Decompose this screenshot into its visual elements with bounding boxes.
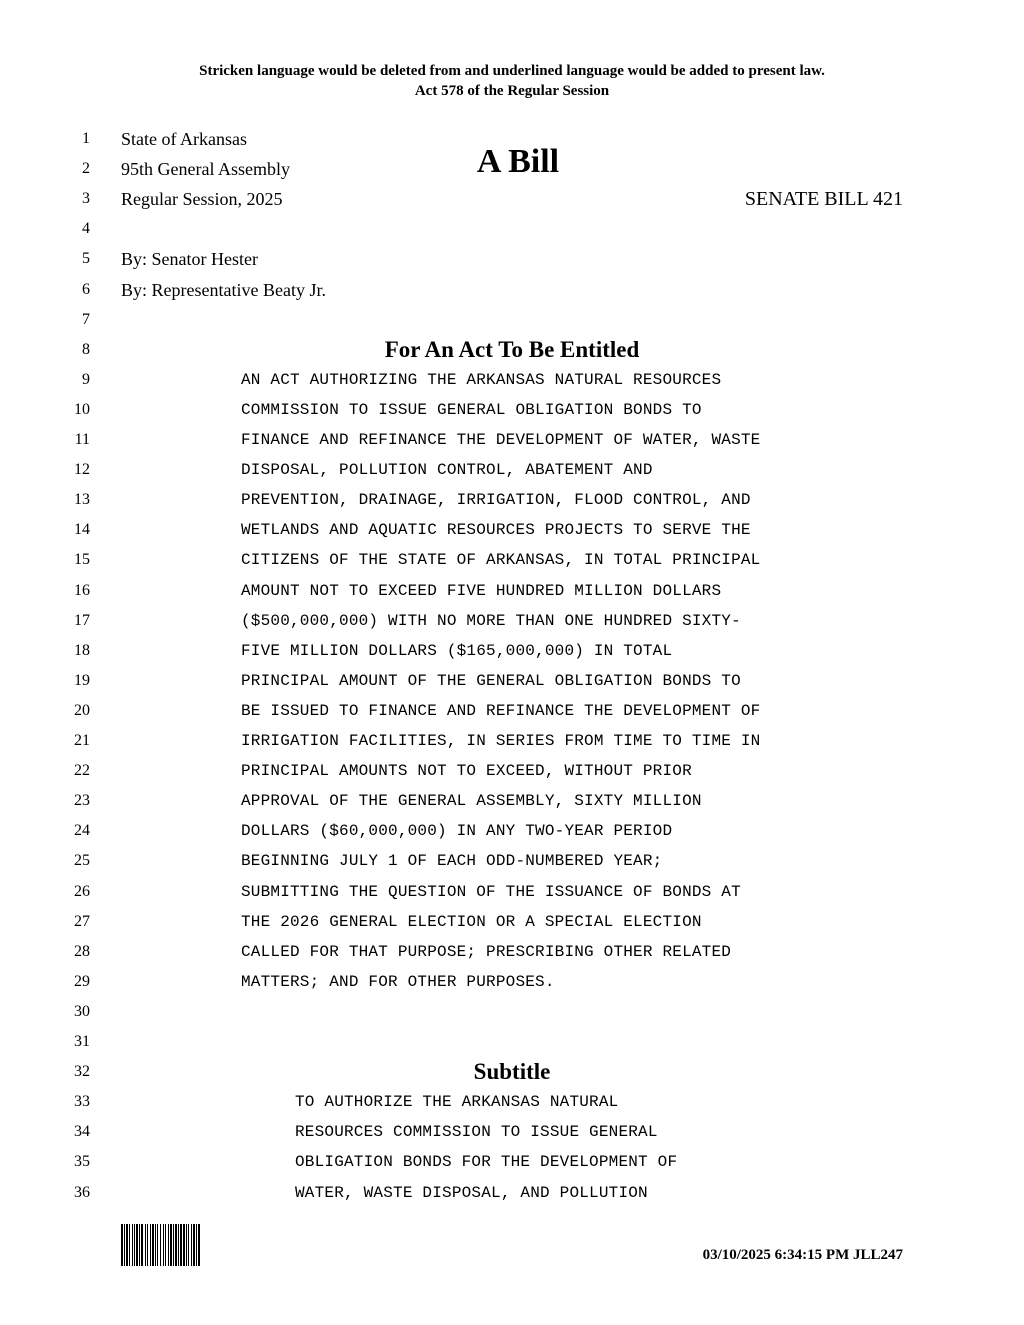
subtitle-line: TO AUTHORIZE THE ARKANSAS NATURAL	[295, 1093, 619, 1112]
document-line	[0, 425, 1024, 455]
title-line: CITIZENS OF THE STATE OF ARKANSAS, IN TOTAL PRINCIPAL	[241, 551, 761, 570]
barcode-image	[121, 1224, 249, 1266]
line-number: 17	[74, 611, 90, 629]
document-line	[0, 997, 1024, 1027]
line-number: 9	[82, 370, 90, 388]
subtitle-heading: Subtitle	[473, 1059, 551, 1085]
document-line	[0, 455, 1024, 485]
title-line: FINANCE AND REFINANCE THE DEVELOPMENT OF WATER, WASTE	[241, 431, 761, 449]
document-line	[0, 1027, 1024, 1057]
line-number: 23	[74, 792, 90, 810]
line-number: 33	[74, 1093, 90, 1111]
document-line	[0, 1147, 1024, 1177]
line-number: 21	[74, 732, 90, 749]
house-sponsor: By: Representative Beaty Jr.	[121, 279, 326, 300]
line-number: 32	[74, 1063, 90, 1081]
line-number: 22	[74, 762, 90, 780]
document-line	[0, 244, 1024, 274]
title-line: DISPOSAL, POLLUTION CONTROL, ABATEMENT AND	[241, 461, 653, 480]
document-line	[0, 726, 1024, 756]
document-line	[0, 576, 1024, 606]
line-number: 26	[74, 882, 90, 900]
document-line	[0, 365, 1024, 395]
title-line: COMMISSION TO ISSUE GENERAL OBLIGATION BONDS TO	[241, 400, 702, 419]
title-line: AN ACT AUTHORIZING THE ARKANSAS NATURAL RESOURCES	[241, 370, 722, 389]
subtitle-line: WATER, WASTE DISPOSAL, AND POLLUTION	[295, 1183, 648, 1202]
line-number: 19	[74, 671, 90, 689]
line-number: 8	[82, 340, 90, 358]
line-number: 28	[74, 942, 90, 960]
line-number: 4	[82, 220, 90, 238]
line-number: 20	[74, 701, 90, 719]
title-line: ($500,000,000) WITH NO MORE THAN ONE HUNDRED SIXTY-	[241, 611, 741, 630]
title-line: BE ISSUED TO FINANCE AND REFINANCE THE DEVELOPMENT OF	[241, 701, 761, 720]
document-line	[0, 1057, 1024, 1087]
line-number: 34	[74, 1123, 90, 1141]
document-line	[0, 1117, 1024, 1147]
document-line	[0, 636, 1024, 666]
document-type: A Bill	[476, 143, 560, 180]
line-number: 3	[82, 190, 90, 208]
document-line	[0, 696, 1024, 726]
line-number: 35	[74, 1153, 90, 1171]
line-number: 27	[74, 912, 90, 930]
document-line	[0, 214, 1024, 244]
line-number: 2	[82, 160, 90, 178]
title-line: CALLED FOR THAT PURPOSE; PRESCRIBING OTHER RELATED	[241, 942, 732, 961]
line-number: 31	[74, 1033, 90, 1050]
document-line	[0, 666, 1024, 696]
document-line	[0, 877, 1024, 907]
line-number: 5	[82, 250, 90, 268]
line-number: 24	[74, 822, 90, 840]
title-line: SUBMITTING THE QUESTION OF THE ISSUANCE OF BONDS AT	[241, 882, 741, 901]
title-line: BEGINNING JULY 1 OF EACH ODD-NUMBERED YEAR;	[241, 852, 663, 871]
line-number: 13	[74, 491, 90, 509]
document-line	[0, 846, 1024, 876]
amendment-notice: Stricken language would be deleted from and underlined language would be added to present law.	[199, 63, 825, 79]
footer-timestamp: 03/10/2025 6:34:15 PM JLL247	[702, 1247, 903, 1263]
document-line	[0, 1178, 1024, 1208]
title-line: PREVENTION, DRAINAGE, IRRIGATION, FLOOD CONTROL, AND	[241, 491, 751, 510]
document-line	[0, 756, 1024, 786]
document-line	[0, 275, 1024, 305]
line-number: 7	[82, 310, 90, 328]
document-line	[0, 1087, 1024, 1117]
line-number: 16	[74, 581, 90, 599]
line-number: 25	[74, 852, 90, 870]
subtitle-line: RESOURCES COMMISSION TO ISSUE GENERAL	[295, 1123, 658, 1142]
title-line: IRRIGATION FACILITIES, IN SERIES FROM TIME TO TIME IN	[241, 732, 761, 750]
document-line	[0, 305, 1024, 335]
subtitle-line: OBLIGATION BONDS FOR THE DEVELOPMENT OF	[295, 1153, 678, 1172]
title-line: PRINCIPAL AMOUNT OF THE GENERAL OBLIGATION BONDS TO	[241, 671, 741, 690]
title-line: WETLANDS AND AQUATIC RESOURCES PROJECTS TO SERVE THE	[241, 521, 751, 540]
document-line	[0, 907, 1024, 937]
title-line: DOLLARS ($60,000,000) IN ANY TWO-YEAR PERIOD	[241, 822, 673, 841]
document-line	[0, 816, 1024, 846]
document-line	[0, 606, 1024, 636]
document-line	[0, 967, 1024, 997]
title-line: FIVE MILLION DOLLARS ($165,000,000) IN TOTAL	[241, 641, 673, 660]
title-heading: For An Act To Be Entitled	[384, 336, 640, 362]
document-line	[0, 515, 1024, 545]
act-number: Act 578 of the Regular Session	[414, 83, 610, 99]
document-line	[0, 545, 1024, 575]
document-line	[0, 786, 1024, 816]
bill-number: SENATE BILL 421	[744, 188, 903, 210]
line-number: 10	[74, 400, 90, 418]
line-number: 11	[74, 431, 90, 448]
line-number: 6	[82, 280, 90, 298]
title-line: THE 2026 GENERAL ELECTION OR A SPECIAL ELECTION	[241, 912, 702, 931]
document-line	[0, 335, 1024, 365]
general-assembly: 95th General Assembly	[121, 159, 290, 180]
document-line	[0, 395, 1024, 425]
document-line	[0, 937, 1024, 967]
line-number: 1	[82, 130, 90, 147]
line-number: 29	[74, 972, 90, 990]
line-number: 30	[74, 1002, 90, 1020]
line-number: 36	[74, 1183, 90, 1201]
line-number: 14	[74, 521, 90, 539]
document-line	[0, 485, 1024, 515]
line-number: 15	[74, 551, 90, 569]
senate-sponsor: By: Senator Hester	[121, 249, 258, 270]
line-number: 12	[74, 461, 90, 479]
title-line: MATTERS; AND FOR OTHER PURPOSES.	[241, 972, 555, 991]
title-line: APPROVAL OF THE GENERAL ASSEMBLY, SIXTY MILLION	[241, 792, 702, 811]
state-name: State of Arkansas	[121, 129, 247, 149]
title-line: PRINCIPAL AMOUNTS NOT TO EXCEED, WITHOUT PRIOR	[241, 762, 692, 781]
title-line: AMOUNT NOT TO EXCEED FIVE HUNDRED MILLION DOLLARS	[241, 581, 722, 600]
session-label: Regular Session, 2025	[121, 189, 283, 210]
line-number: 18	[74, 641, 90, 659]
